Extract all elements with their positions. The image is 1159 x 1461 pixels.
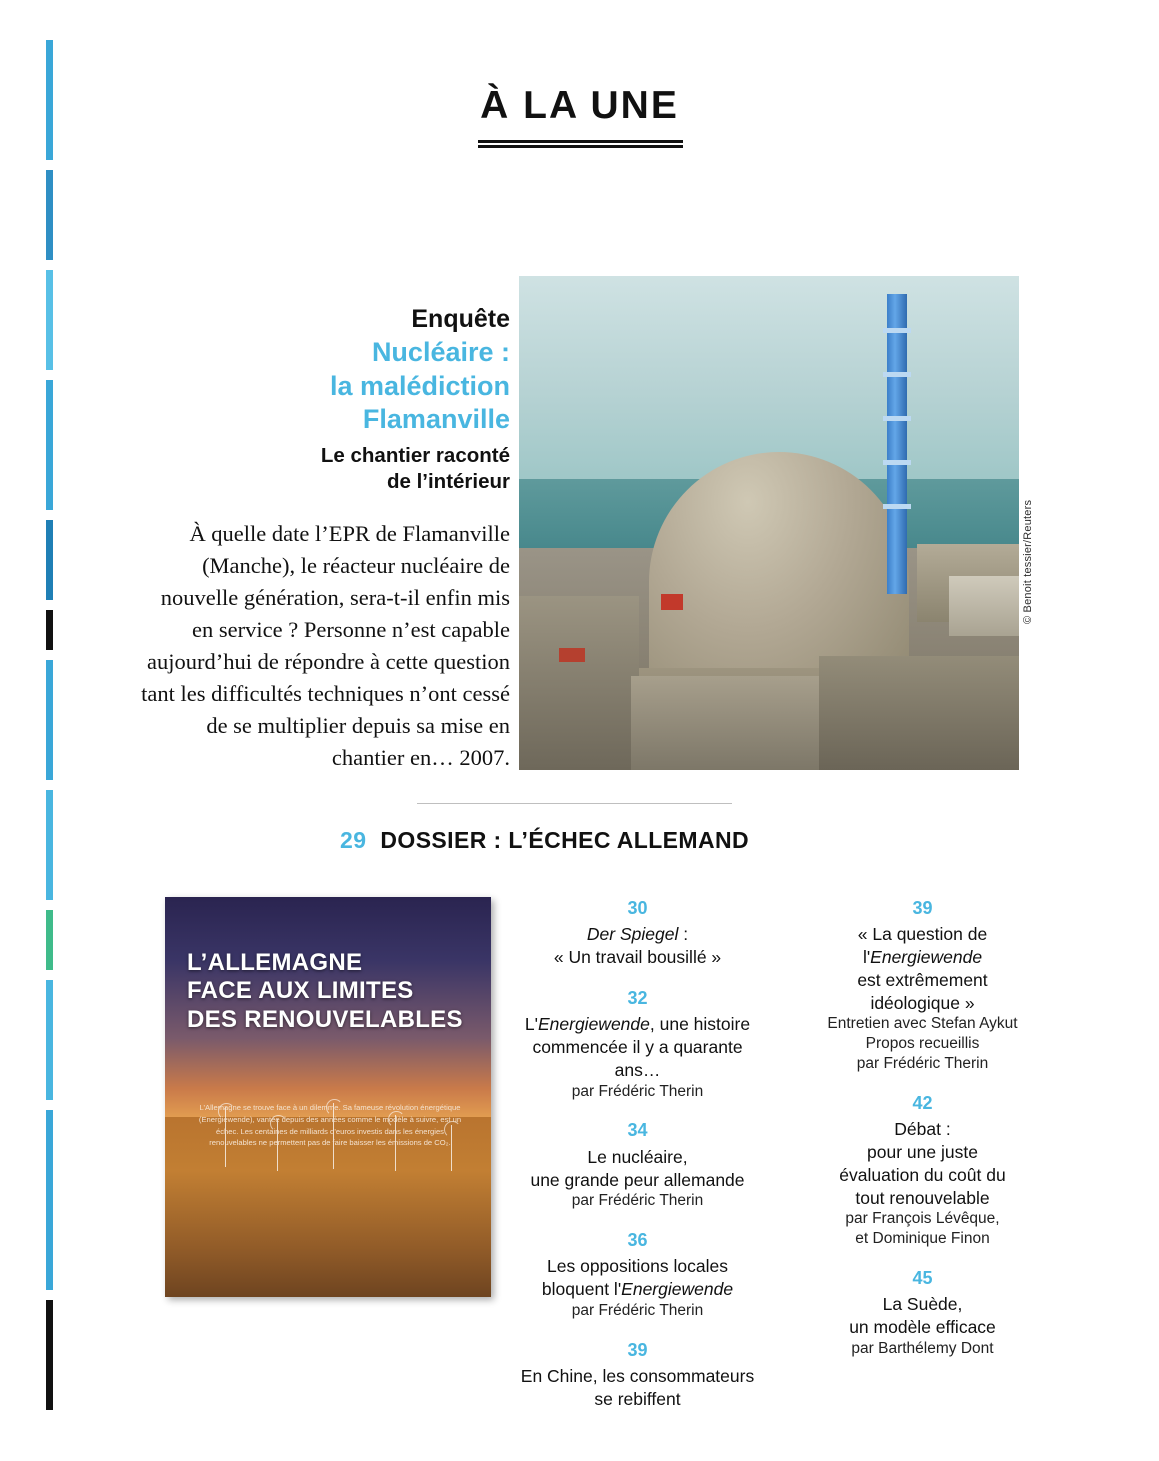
toc-entry-line: une grande peur allemande bbox=[530, 1169, 745, 1190]
hero-standfirst: À quelle date l’EPR de Flamanville (Manche), le réacteur nucléaire de nouvelle génération, sera-t-il enfin mis en service ? Personne n’est capable aujourd’hui de répondre à cette question tant les difficultés techniques n’ont cessé de se multiplier depuis sa mise en chantier en… 2007. bbox=[141, 521, 510, 770]
toc-entry-byline: et Dominique Finon bbox=[855, 1230, 990, 1248]
toc-entry-text: l' bbox=[862, 947, 871, 968]
toc-entry-page: 42 bbox=[912, 1092, 933, 1113]
photo-stack-ring bbox=[883, 460, 911, 465]
toc-column-middle bbox=[505, 897, 770, 1429]
hero-subhead bbox=[140, 443, 510, 494]
toc-entry-line: Les oppositions locales bbox=[547, 1256, 728, 1277]
toc-entry[interactable] bbox=[790, 1267, 1055, 1359]
title-underline-rule bbox=[478, 140, 683, 148]
toc-entry-line bbox=[505, 1278, 770, 1301]
photo-building-front-mid bbox=[631, 676, 821, 770]
toc-entry-page: 36 bbox=[627, 1230, 648, 1251]
toc-entry-line: commencée il y a quarante bbox=[532, 1037, 743, 1058]
edge-bar bbox=[46, 170, 53, 260]
toc-entry-italic: Energiewende bbox=[870, 947, 983, 968]
photo-building-far-right bbox=[949, 576, 1019, 636]
edge-bar bbox=[46, 270, 53, 370]
page-title: À LA UNE bbox=[480, 84, 679, 127]
hero-headline bbox=[140, 336, 510, 437]
toc-entry-line: évaluation du coût du bbox=[839, 1164, 1006, 1185]
toc-entry[interactable] bbox=[790, 897, 1055, 1074]
toc-entry-line: ans… bbox=[614, 1059, 661, 1080]
toc-entry-byline: par Frédéric Therin bbox=[571, 1192, 704, 1210]
edge-bar bbox=[46, 380, 53, 510]
toc-entry-text: , une histoire bbox=[649, 1014, 751, 1035]
toc-entry[interactable] bbox=[505, 1339, 770, 1411]
photo-blue-stack bbox=[887, 294, 907, 594]
edge-bar bbox=[46, 660, 53, 780]
toc-entry-byline: Propos recueillis bbox=[865, 1035, 980, 1053]
toc-entry-line: se rebiffent bbox=[594, 1388, 681, 1409]
photo-stack-ring bbox=[883, 416, 911, 421]
toc-entry-line: « La question de bbox=[857, 924, 988, 945]
cover-title-line-3: DES RENOUVELABLES bbox=[187, 1005, 463, 1033]
toc-entry-italic: Energiewende bbox=[621, 1279, 734, 1300]
toc-entry-line: Débat : bbox=[894, 1119, 951, 1140]
toc-entry-italic: Energiewende bbox=[537, 1014, 650, 1035]
photo-crane-block bbox=[661, 594, 683, 610]
hero-photo-flamanville bbox=[519, 276, 1019, 770]
hero-headline-line-2: la malédiction bbox=[329, 370, 510, 401]
dossier-heading[interactable] bbox=[340, 827, 900, 854]
cover-title bbox=[187, 949, 473, 1034]
section-divider bbox=[417, 803, 732, 804]
toc-entry-page: 39 bbox=[912, 898, 933, 918]
toc-entry[interactable] bbox=[790, 1092, 1055, 1249]
toc-entry-byline: par François Lévêque, bbox=[845, 1210, 1000, 1228]
photo-credit: © Benoit tessier/Reuters bbox=[1022, 499, 1034, 624]
photo-crane-block bbox=[559, 648, 585, 662]
hero-subhead-line-1: Le chantier raconté bbox=[320, 444, 510, 467]
cover-blurb: L’Allemagne se trouve face à un dilemme. Sa fameuse révolution énergétique (Energiewende), vantée depuis des années comme le modèle à suivre, est un échec. Les centaines de milliards d’euros investis dans les énergies renouvelables ne permettent pas de faire baisser les émissions de CO₂. bbox=[198, 1103, 462, 1148]
toc-entry-page: 34 bbox=[627, 1120, 648, 1141]
toc-entry-page: 30 bbox=[627, 898, 648, 918]
toc-entry-italic: Der Spiegel bbox=[586, 924, 679, 945]
hero-subhead-line-2: de l’intérieur bbox=[386, 469, 510, 493]
toc-entry[interactable] bbox=[505, 1119, 770, 1211]
page-edge-bars bbox=[46, 0, 56, 1461]
edge-bar bbox=[46, 520, 53, 600]
edge-bar bbox=[46, 980, 53, 1100]
toc-entry-page: 45 bbox=[912, 1267, 933, 1288]
toc-entry-text: bloquent l' bbox=[541, 1279, 622, 1300]
toc-entry-byline: par Frédéric Therin bbox=[571, 1301, 704, 1319]
toc-entry[interactable] bbox=[505, 1229, 770, 1321]
toc-entry-page: 32 bbox=[627, 987, 648, 1008]
edge-bar bbox=[46, 790, 53, 900]
toc-entry-suffix: : bbox=[678, 924, 689, 945]
photo-building-front-right bbox=[819, 656, 1019, 770]
hero-headline-line-3: Flamanville bbox=[362, 404, 510, 435]
cover-title-line-1: L’ALLEMAGNE bbox=[187, 949, 363, 976]
toc-entry-line: En Chine, les consommateurs bbox=[520, 1366, 755, 1387]
photo-stack-ring bbox=[883, 504, 911, 509]
toc-entry-line bbox=[505, 923, 770, 946]
dossier-page-number: 29 bbox=[340, 827, 367, 853]
toc-entry-text: L' bbox=[524, 1014, 538, 1035]
hero-headline-line-1: Nucléaire : bbox=[371, 336, 510, 367]
toc-entry[interactable] bbox=[505, 987, 770, 1101]
toc-entry-line: un modèle efficace bbox=[849, 1317, 996, 1338]
hero-kicker: Enquête bbox=[411, 305, 510, 333]
toc-entry-line bbox=[790, 946, 1055, 969]
toc-entry-line bbox=[505, 1013, 770, 1036]
toc-entry-byline: par Barthélemy Dont bbox=[851, 1339, 994, 1357]
toc-entry-byline: par Frédéric Therin bbox=[571, 1082, 704, 1100]
toc-entry-line: est extrêmement bbox=[857, 969, 988, 990]
toc-entry[interactable] bbox=[505, 897, 770, 969]
toc-entry-line: tout renouvelable bbox=[855, 1187, 990, 1208]
toc-entry-line: « Un travail bousillé » bbox=[553, 947, 722, 968]
dossier-cover-image[interactable] bbox=[165, 897, 491, 1297]
edge-bar bbox=[46, 910, 53, 970]
cover-title-line-2: FACE AUX LIMITES bbox=[187, 977, 414, 1005]
edge-bar bbox=[46, 1110, 53, 1290]
dossier-title: DOSSIER : L’ÉCHEC ALLEMAND bbox=[380, 827, 750, 853]
photo-building-front-left bbox=[519, 596, 639, 770]
toc-entry-page: 39 bbox=[627, 1339, 648, 1360]
photo-stack-ring bbox=[883, 372, 911, 377]
photo-stack-ring bbox=[883, 328, 911, 333]
toc-entry-line: pour une juste bbox=[867, 1142, 978, 1163]
hero-text-block bbox=[140, 305, 510, 774]
toc-entry-line: idéologique » bbox=[870, 992, 975, 1013]
toc-entry-byline: Entretien avec Stefan Aykut bbox=[827, 1015, 1018, 1033]
toc-entry-line: La Suède, bbox=[882, 1294, 963, 1315]
edge-bar bbox=[46, 610, 53, 650]
toc-entry-line: Le nucléaire, bbox=[587, 1146, 688, 1167]
toc-column-right bbox=[790, 897, 1055, 1377]
toc-entry-byline: par Frédéric Therin bbox=[856, 1055, 989, 1073]
edge-bar bbox=[46, 1300, 53, 1410]
